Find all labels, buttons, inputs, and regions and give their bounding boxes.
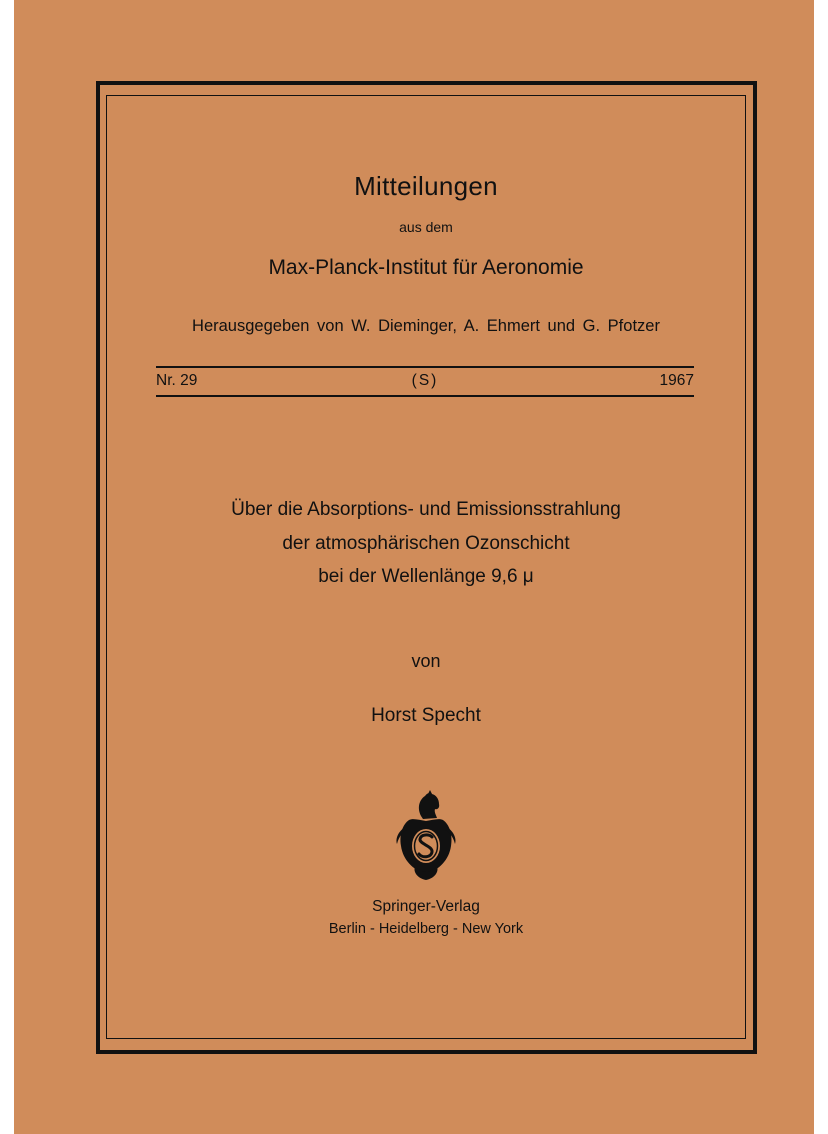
publisher-places: Berlin - Heidelberg - New York	[328, 921, 524, 937]
springer-knight-logo-icon	[393, 790, 459, 882]
series-from-label: aus dem	[399, 219, 453, 235]
institute-name: Max-Planck-Institut für Aeronomie	[268, 256, 584, 279]
author-name: Horst Specht	[371, 705, 481, 726]
editors-line: Herausgegeben von W. Dieminger, A. Ehmert und G. Pfotzer	[192, 317, 660, 335]
issue-row	[156, 372, 694, 392]
issue-rule-bottom	[156, 395, 694, 397]
issue-rule-top	[156, 366, 694, 368]
publisher-name: Springer-Verlag	[372, 898, 480, 915]
work-title-line-2: der atmosphärischen Ozonschicht	[282, 533, 570, 554]
issue-code: (S)	[411, 372, 439, 389]
work-title-line-3: bei der Wellenlänge 9,6 μ	[318, 566, 534, 587]
issue-year: 1967	[659, 372, 694, 389]
work-title-line-1: Über die Absorptions- und Emissionsstrahlung	[231, 499, 621, 520]
series-title: Mitteilungen	[354, 171, 498, 201]
issue-number: Nr. 29	[156, 372, 198, 389]
by-label: von	[411, 651, 441, 671]
